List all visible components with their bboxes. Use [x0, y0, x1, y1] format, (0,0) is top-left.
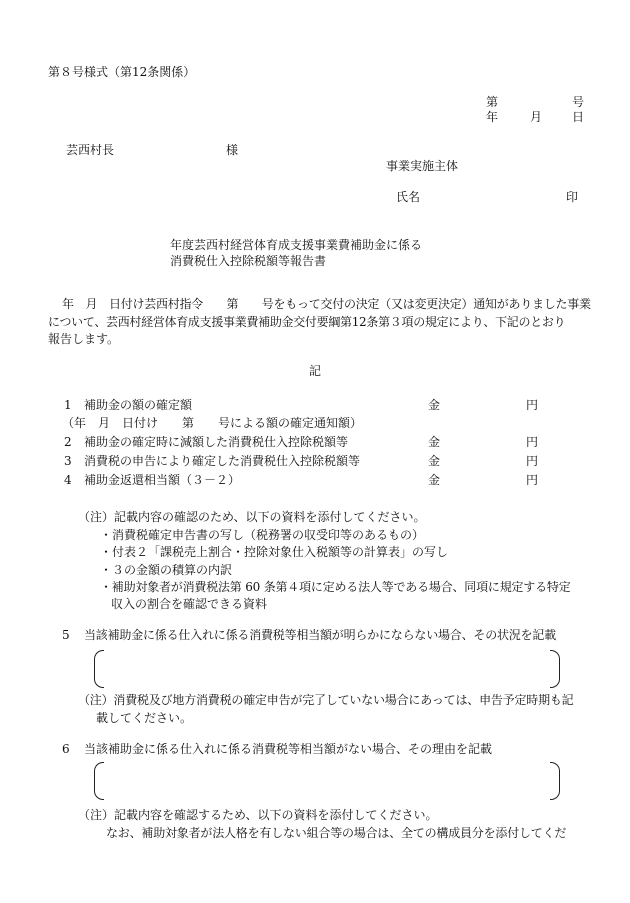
- note-1-bullet-3: ・３の金額の積算の内訳: [100, 563, 233, 577]
- note-2-line-2: 載してください。: [96, 711, 193, 725]
- item-label: 補助金の確定時に減額した消費税仕入控除税額等: [84, 435, 349, 449]
- ki-heading: 記: [309, 364, 322, 378]
- item-number: 3: [64, 454, 72, 468]
- item-1-subnote: （年 月 日付け 第 号による額の確定通知額）: [62, 416, 363, 430]
- item-6-bracket-right: [550, 762, 560, 800]
- item-6-bracket-left: [94, 762, 104, 800]
- body-line-2: について、芸西村経営体育成支援事業費補助金交付要綱第12条第３項の規定により、下記のとおり: [48, 315, 566, 329]
- body-line-1: 年 月 日付け芸西村指令 第 号をもって交付の決定（又は変更決定）通知がありました事業: [62, 297, 591, 311]
- item-kin: 金: [428, 454, 441, 468]
- addressee-honorific: 様: [226, 143, 239, 157]
- addressee-name: 芸西村長: [66, 143, 115, 157]
- date-month: 月: [530, 110, 543, 124]
- item-label: 補助金返還相当額（３－２）: [84, 473, 241, 487]
- report-title-line1: 年度芸西村経営体育成支援事業費補助金に係る: [170, 238, 423, 252]
- item-yen: 円: [526, 435, 539, 449]
- body-line-3: 報告します。: [48, 332, 120, 346]
- note-3-line-2: なお、補助対象者が法人格を有しない組合等の場合は、全ての構成員分を添付してくだ: [106, 826, 567, 840]
- item-kin: 金: [428, 473, 441, 487]
- item-5-bracket-left: [94, 650, 104, 688]
- item-label: 消費税の申告により確定した消費税仕入控除税額等: [84, 454, 361, 468]
- date-day: 日: [572, 110, 585, 124]
- applicant-name-label: 氏名: [396, 190, 421, 204]
- item-label: 補助金の額の確定額: [84, 398, 193, 412]
- note-3-line-1: （注）記載内容を確認するため、以下の資料を添付してください。: [78, 808, 438, 822]
- doc-number-dai: 第: [486, 95, 499, 109]
- item-kin: 金: [428, 398, 441, 412]
- seal-mark: 印: [566, 190, 579, 204]
- item-6-number: 6: [62, 742, 70, 756]
- item-yen: 円: [526, 473, 539, 487]
- item-number: 2: [64, 435, 72, 449]
- report-title-line2: 消費税仕入控除税額等報告書: [170, 254, 327, 268]
- item-kin: 金: [428, 435, 441, 449]
- note-1-bullet-4: ・補助対象者が消費税法第 60 条第４項に定める法人等である場合、同項に規定する特定: [100, 580, 571, 594]
- note-1-bullet-2: ・付表２「課税売上割合・控除対象仕入税額等の計算表」の写し: [100, 545, 449, 559]
- form-number: 第８号様式（第12条関係）: [48, 65, 196, 79]
- note-1-head: （注）記載内容の確認のため、以下の資料を添付してください。: [78, 510, 426, 524]
- item-yen: 円: [526, 454, 539, 468]
- item-5-label: 当該補助金に係る仕入れに係る消費税等相当額が明らかにならない場合、その状況を記載: [84, 628, 557, 642]
- item-5-number: 5: [62, 628, 70, 642]
- note-1-bullet-1: ・消費税確定申告書の写し（税務署の収受印等のあるもの）: [100, 528, 425, 542]
- item-5-bracket-right: [550, 650, 560, 688]
- doc-number-go: 号: [572, 95, 585, 109]
- note-2-line-1: （注）消費税及び地方消費税の確定申告が完了していない場合にあっては、申告予定時期も記: [78, 693, 574, 707]
- item-6-label: 当該補助金に係る仕入れに係る消費税等相当額がない場合、その理由を記載: [84, 742, 493, 756]
- note-1-bullet-4-cont: 収入の割合を確認できる資料: [111, 597, 268, 611]
- item-yen: 円: [526, 398, 539, 412]
- item-number: 1: [64, 398, 72, 412]
- date-year: 年: [486, 110, 499, 124]
- item-number: 4: [64, 473, 72, 487]
- applicant-label: 事業実施主体: [386, 159, 459, 173]
